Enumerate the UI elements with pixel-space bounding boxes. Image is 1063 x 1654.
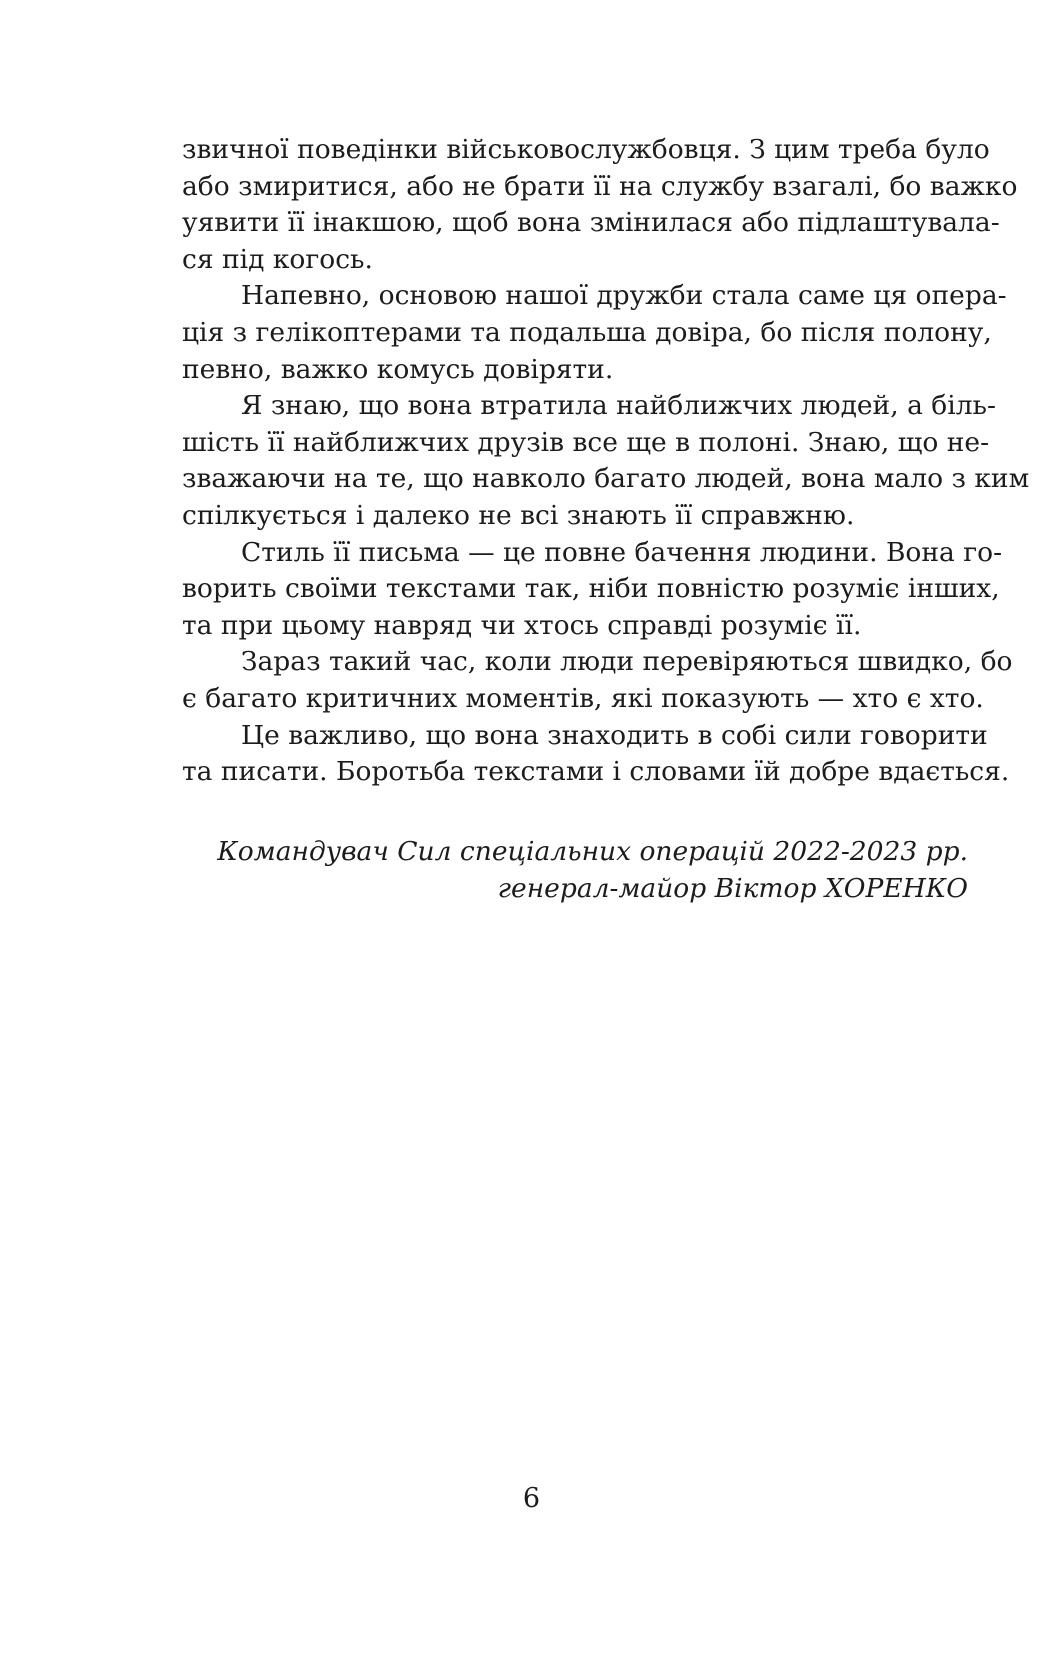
page-number: 6 xyxy=(522,1483,541,1514)
text-line: ся під когось. xyxy=(182,243,373,275)
text-line: Зараз такий час, коли люди перевіряються швидко, бо xyxy=(241,646,1013,678)
text-line: Це важливо, що вона знаходить в собі сили говорити xyxy=(241,719,988,751)
text-line: ворить своїми текстами так, ніби повністю розуміє інших, xyxy=(182,573,1000,605)
text-line: Стиль її письма — це повне бачення людини. Вона го- xyxy=(241,536,1003,568)
text-line: є багато критичних моментів, які показують — хто є хто. xyxy=(182,682,984,714)
text-line: Напевно, основою нашої дружби стала саме ця опера- xyxy=(241,280,1007,312)
author-signature xyxy=(217,833,968,907)
text-line: шість її найближчих друзів все ще в полоні. Знаю, що не- xyxy=(182,426,990,458)
text-line: або змиритися, або не брати її на службу взагалі, бо важко xyxy=(182,170,1018,202)
text-line: певно, важко комусь довіряти. xyxy=(182,353,614,385)
signature-name: генерал-майор Віктор ХОРЕНКО xyxy=(497,873,968,904)
text-line: ція з гелікоптерами та подальша довіра, бо після полону, xyxy=(182,316,992,348)
signature-title: Командувач Сил спеціальних операцій 2022-2023 рр. xyxy=(217,836,968,867)
body-text xyxy=(182,132,1030,791)
text-line: звичної поведінки військовослужбовця. З цим треба було xyxy=(182,134,990,165)
text-line: зважаючи на те, що навколо багато людей, вона мало з ким xyxy=(182,463,1030,495)
text-line: Я знаю, що вона втратила найближчих людей, а біль- xyxy=(241,390,996,422)
text-line: спілкується і далеко не всі знають її справжню. xyxy=(182,499,855,531)
text-line: та писати. Боротьба текстами і словами їй добре вдається. xyxy=(182,756,1010,788)
text-line: та при цьому навряд чи хтось справді розуміє її. xyxy=(182,609,862,641)
text-line: уявити її інакшою, щоб вона змінилася або підлаштувала- xyxy=(182,207,1000,239)
